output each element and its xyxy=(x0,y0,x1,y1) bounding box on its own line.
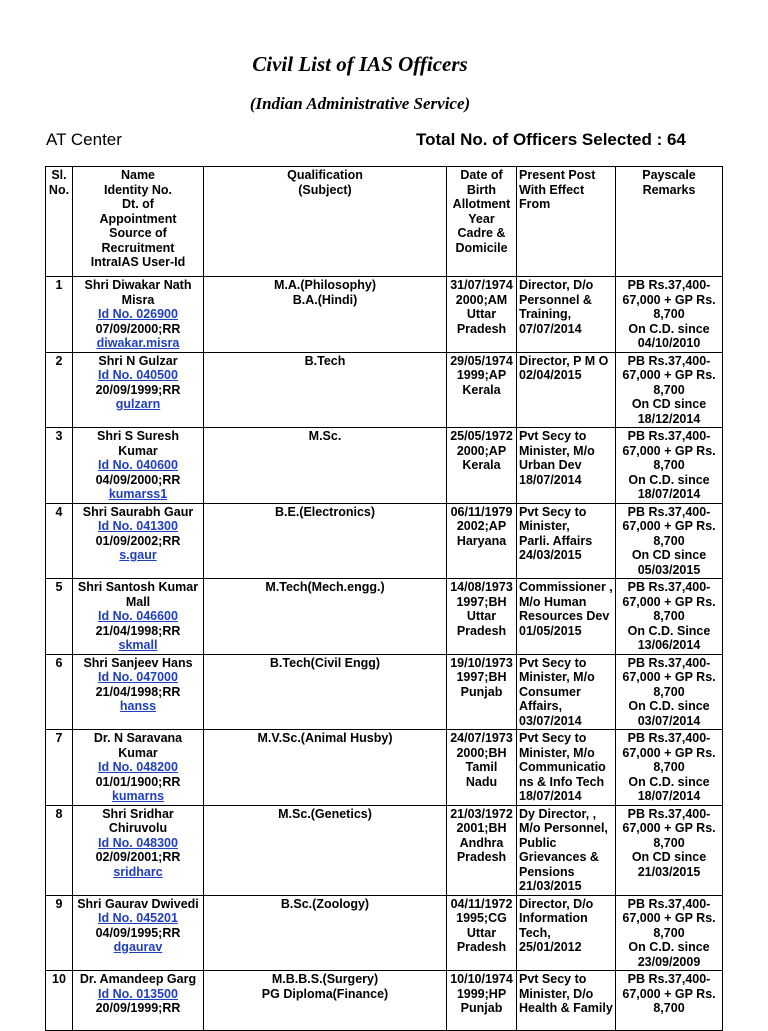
dob-cadre-line: 24/07/1973 xyxy=(450,731,513,745)
present-post-line: Personnel & xyxy=(519,292,592,307)
payscale-line: 8,700 xyxy=(653,382,685,397)
header-dob xyxy=(447,167,517,277)
serial-number: 8 xyxy=(46,805,73,895)
qualification-cell xyxy=(204,503,447,579)
dob-cadre-line: 19/10/1973 xyxy=(450,655,513,670)
officer-name: Shri S Suresh xyxy=(97,429,179,443)
present-post-line: Commissioner , xyxy=(519,580,613,594)
identity-number-link[interactable]: Id No. 026900 xyxy=(98,307,178,321)
present-post-line: Public xyxy=(519,835,557,850)
header-line: (Subject) xyxy=(298,182,352,197)
officer-name-cell xyxy=(73,971,204,1031)
dob-cadre-line: 2000;AM xyxy=(455,292,508,307)
dob-cadre-line: 10/10/1974 xyxy=(450,972,513,986)
dob-cadre-cell xyxy=(447,352,517,428)
present-post-cell xyxy=(517,730,616,806)
present-post-cell xyxy=(517,971,616,1031)
header-line: Remarks xyxy=(642,182,696,197)
header-line: Dt. of xyxy=(122,197,154,211)
payscale-line: 8,700 xyxy=(653,760,685,774)
present-post-line: Minister, M/o xyxy=(519,670,595,684)
identity-number-link[interactable]: Id No. 041300 xyxy=(98,519,178,533)
present-post-line: Minister, D/o xyxy=(519,986,594,1001)
header-line: From xyxy=(519,197,551,211)
dob-cadre-line: Uttar xyxy=(466,307,497,321)
qualification: B.E.(Electronics) xyxy=(274,504,376,519)
dob-cadre-line: 29/05/1974 xyxy=(450,353,513,368)
table-row xyxy=(46,654,723,730)
present-post-line: Urban Dev xyxy=(519,458,582,472)
present-post-line: Pvt Secy to xyxy=(519,504,587,519)
serial-number: 4 xyxy=(46,503,73,579)
dob-cadre-line: Pradesh xyxy=(456,940,507,954)
qualification-cell xyxy=(204,971,447,1031)
officer-name: Shri Santosh Kumar xyxy=(77,580,199,594)
header-qualification xyxy=(204,167,447,277)
user-id-link[interactable]: kumarns xyxy=(111,789,165,803)
payscale-line: 8,700 xyxy=(653,307,685,321)
dob-cadre-line: Punjab xyxy=(460,1001,503,1015)
payscale-line: 21/03/2015 xyxy=(637,864,701,879)
header-line: Payscale xyxy=(642,168,696,182)
qualification-cell xyxy=(204,805,447,895)
officer-name: Misra xyxy=(121,292,155,307)
appointment-date: 04/09/2000;RR xyxy=(95,472,181,487)
payscale-line: 67,000 + GP Rs. xyxy=(622,670,716,684)
header-sl xyxy=(46,167,73,277)
payscale-cell xyxy=(616,805,723,895)
payscale-line: 8,700 xyxy=(653,458,685,472)
qualification: M.Tech(Mech.engg.) xyxy=(265,580,385,594)
appointment-date: 21/04/1998;RR xyxy=(95,684,181,699)
payscale-line: PB Rs.37,400- xyxy=(627,806,711,821)
dob-cadre-line: Pradesh xyxy=(456,850,507,864)
officer-name: Shri Sanjeev Hans xyxy=(83,655,193,670)
payscale-line: 67,000 + GP Rs. xyxy=(622,986,716,1001)
payscale-line: 05/03/2015 xyxy=(637,562,701,577)
officers-table xyxy=(45,166,723,1031)
payscale-line: On CD since xyxy=(631,548,707,562)
table-row xyxy=(46,971,723,1031)
dob-cadre-line: 2002;AP xyxy=(456,519,507,533)
payscale-line: 67,000 + GP Rs. xyxy=(622,368,716,382)
appointment-date: 04/09/1995;RR xyxy=(95,925,181,940)
dob-cadre-line: 2000;AP xyxy=(456,443,507,458)
dob-cadre-line: Uttar xyxy=(466,609,497,623)
payscale-line: 18/07/2014 xyxy=(637,789,701,803)
payscale-cell xyxy=(616,352,723,428)
table-row xyxy=(46,428,723,504)
header-line: With Effect xyxy=(519,182,585,197)
present-post-line: Grievances & xyxy=(519,850,599,864)
serial-number: 2 xyxy=(46,352,73,428)
qualification-cell xyxy=(204,895,447,971)
page-title: Civil List of IAS Officers xyxy=(252,52,468,76)
present-post-line: 01/05/2015 xyxy=(519,623,582,638)
present-post-line: M/o Personnel, xyxy=(519,821,608,835)
officer-name: Dr. Amandeep Garg xyxy=(79,972,197,986)
qualification: B.A.(Hindi) xyxy=(292,292,358,307)
header-line: Sl. xyxy=(51,168,67,182)
present-post-cell xyxy=(517,805,616,895)
payscale-line: On C.D. since xyxy=(628,774,710,789)
payscale-line: 8,700 xyxy=(653,533,685,548)
present-post-cell xyxy=(517,352,616,428)
present-post-line: Consumer xyxy=(519,684,581,699)
header-line: Source of xyxy=(109,226,167,240)
qualification-cell xyxy=(204,654,447,730)
header-line: Appointment xyxy=(99,211,177,226)
identity-number-link[interactable]: Id No. 045201 xyxy=(98,911,178,925)
table-header-row xyxy=(46,167,723,277)
header-line: Date of xyxy=(460,168,503,182)
qualification-cell xyxy=(204,730,447,806)
present-post-cell xyxy=(517,654,616,730)
payscale-line: 8,700 xyxy=(653,1001,685,1015)
identity-number-link[interactable]: Id No. 013500 xyxy=(98,986,178,1001)
dob-cadre-line: Pradesh xyxy=(456,623,507,638)
present-post-cell xyxy=(517,895,616,971)
user-id-link[interactable]: s.gaur xyxy=(119,548,157,562)
payscale-line: 67,000 + GP Rs. xyxy=(622,911,716,925)
present-post-line: Resources Dev xyxy=(519,609,610,623)
qualification: M.Sc. xyxy=(308,429,342,443)
payscale-line: PB Rs.37,400- xyxy=(627,896,711,911)
present-post-line: 24/03/2015 xyxy=(519,548,582,562)
payscale-cell xyxy=(616,503,723,579)
user-id-link[interactable]: diwakar.misra xyxy=(96,336,180,350)
present-post-cell xyxy=(517,503,616,579)
dob-cadre-line: 31/07/1974 xyxy=(450,278,513,292)
payscale-cell xyxy=(616,428,723,504)
payscale-line: 67,000 + GP Rs. xyxy=(622,745,716,760)
dob-cadre-line: Pradesh xyxy=(456,321,507,336)
dob-cadre-line: 06/11/1979 xyxy=(450,504,513,519)
qualification: PG Diploma(Finance) xyxy=(261,986,389,1001)
payscale-cell xyxy=(616,277,723,353)
dob-cadre-cell xyxy=(447,730,517,806)
present-post-line: Information xyxy=(519,911,588,925)
page-subtitle: (Indian Administrative Service) xyxy=(249,94,471,113)
dob-cadre-line: 21/03/1972 xyxy=(450,806,513,821)
qualification-cell xyxy=(204,277,447,353)
qualification: B.Tech(Civil Engg) xyxy=(269,655,381,670)
center-label: AT Center xyxy=(46,130,122,149)
present-post-line: 25/01/2012 xyxy=(519,940,582,954)
appointment-date: 20/09/1999;RR xyxy=(95,382,181,397)
payscale-line: PB Rs.37,400- xyxy=(627,353,711,368)
present-post-cell xyxy=(517,579,616,655)
appointment-date: 01/09/2002;RR xyxy=(95,533,181,548)
header-line: Allotment xyxy=(452,197,511,211)
officers-table-body xyxy=(46,277,723,1031)
payscale-line: PB Rs.37,400- xyxy=(627,580,711,594)
header-present-post xyxy=(517,167,616,277)
payscale-cell xyxy=(616,579,723,655)
dob-cadre-line: Kerala xyxy=(462,458,501,472)
present-post-cell xyxy=(517,428,616,504)
serial-number: 9 xyxy=(46,895,73,971)
officer-name: Chiruvolu xyxy=(108,821,168,835)
payscale-line: On CD since xyxy=(631,850,707,864)
dob-cadre-line: 04/11/1972 xyxy=(450,896,513,911)
table-row xyxy=(46,895,723,971)
payscale-line: 67,000 + GP Rs. xyxy=(622,594,716,609)
officer-name-cell xyxy=(73,277,204,353)
dob-cadre-cell xyxy=(447,277,517,353)
present-post-line: Pvt Secy to xyxy=(519,429,587,443)
header-line: Birth xyxy=(466,182,497,197)
dob-cadre-line: 1999;HP xyxy=(456,986,507,1001)
dob-cadre-line: 1997;BH xyxy=(456,670,507,684)
dob-cadre-line: Tamil Nadu xyxy=(465,760,498,789)
dob-cadre-cell xyxy=(447,895,517,971)
present-post-line: Tech, xyxy=(519,925,551,940)
payscale-line: On C.D. since xyxy=(628,699,710,713)
serial-number: 3 xyxy=(46,428,73,504)
payscale-line: 8,700 xyxy=(653,684,685,699)
officer-name-cell xyxy=(73,654,204,730)
payscale-cell xyxy=(616,895,723,971)
header-line: Identity No. xyxy=(103,182,173,197)
qualification: B.Tech xyxy=(304,353,346,368)
payscale-line: On C.D. since xyxy=(628,940,710,954)
officer-name: Shri Saurabh Gaur xyxy=(82,504,194,519)
qualification: M.V.Sc.(Animal Husby) xyxy=(257,731,393,745)
payscale-line: 67,000 + GP Rs. xyxy=(622,443,716,458)
present-post-cell xyxy=(517,277,616,353)
identity-number-link[interactable]: Id No. 048200 xyxy=(98,760,178,774)
qualification-cell xyxy=(204,428,447,504)
header-line: Qualification xyxy=(287,168,363,182)
dob-cadre-line: 1997;BH xyxy=(456,594,507,609)
present-post-line: Pvt Secy to xyxy=(519,972,587,986)
officer-name: Mall xyxy=(125,594,151,609)
user-id-link[interactable]: dgaurav xyxy=(113,940,163,954)
present-post-line: Minister, M/o xyxy=(519,443,595,458)
payscale-line: PB Rs.37,400- xyxy=(627,429,711,443)
officer-name: Kumar xyxy=(118,443,158,458)
present-post-line: 18/07/2014 xyxy=(519,789,582,803)
dob-cadre-line: 14/08/1973 xyxy=(450,580,513,594)
payscale-cell xyxy=(616,654,723,730)
officer-name: Shri Diwakar Nath xyxy=(84,278,192,292)
qualification: M.Sc.(Genetics) xyxy=(278,806,372,821)
dob-cadre-line: 25/05/1972 xyxy=(450,429,513,443)
table-row xyxy=(46,579,723,655)
header-line: No. xyxy=(48,182,70,197)
present-post-line: 03/07/2014 xyxy=(519,713,582,728)
identity-number-link[interactable]: Id No. 040600 xyxy=(98,458,178,472)
present-post-line: ns & Info Tech xyxy=(519,774,605,789)
payscale-line: 18/12/2014 xyxy=(637,411,701,426)
dob-cadre-line: 2000;BH xyxy=(456,745,507,760)
payscale-line: On CD since xyxy=(631,397,707,411)
payscale-line: 8,700 xyxy=(653,609,685,623)
officer-name-cell xyxy=(73,352,204,428)
present-post-line: 18/07/2014 xyxy=(519,472,582,487)
dob-cadre-line: 1995;CG xyxy=(456,911,507,925)
payscale-line: 13/06/2014 xyxy=(637,638,701,652)
header-line: Recruitment xyxy=(101,240,175,255)
header-line: Year xyxy=(468,211,495,226)
user-id-link[interactable]: gulzarn xyxy=(115,397,161,411)
payscale-cell xyxy=(616,971,723,1031)
payscale-line: PB Rs.37,400- xyxy=(627,278,711,292)
payscale-line: 67,000 + GP Rs. xyxy=(622,519,716,533)
present-post-line: Director, D/o xyxy=(519,278,594,292)
user-id-link[interactable]: hanss xyxy=(119,699,157,713)
officer-name-cell xyxy=(73,895,204,971)
header-name xyxy=(73,167,204,277)
header-payscale xyxy=(616,167,723,277)
officer-name-cell xyxy=(73,730,204,806)
table-row xyxy=(46,277,723,353)
payscale-line: 8,700 xyxy=(653,835,685,850)
payscale-line: On C.D. since xyxy=(628,472,710,487)
serial-number: 5 xyxy=(46,579,73,655)
header-line: Name xyxy=(120,168,156,182)
present-post-line: Director, P M O xyxy=(519,353,609,368)
header-line: Domicile xyxy=(455,240,508,255)
payscale-line: 67,000 + GP Rs. xyxy=(622,292,716,307)
present-post-line: Pensions xyxy=(519,864,575,879)
total-officers-label: Total No. of Officers Selected : 64 xyxy=(416,130,686,149)
header-line: Present Post xyxy=(519,168,596,182)
appointment-date: 07/09/2000;RR xyxy=(95,321,181,336)
appointment-date: 01/01/1900;RR xyxy=(95,774,181,789)
user-id-link[interactable]: sridharc xyxy=(113,864,163,879)
payscale-line: 23/09/2009 xyxy=(637,954,701,969)
appointment-date: 20/09/1999;RR xyxy=(95,1001,181,1015)
serial-number: 7 xyxy=(46,730,73,806)
dob-cadre-line: 2001;BH xyxy=(456,821,507,835)
payscale-line: 18/07/2014 xyxy=(637,487,701,501)
header-line: IntraIAS User-Id xyxy=(90,255,186,269)
user-id-link[interactable]: kumarss1 xyxy=(108,487,168,501)
present-post-line: Pvt Secy to xyxy=(519,731,587,745)
payscale-line: PB Rs.37,400- xyxy=(627,504,711,519)
serial-number: 1 xyxy=(46,277,73,353)
payscale-line: 03/07/2014 xyxy=(637,713,701,728)
officer-name: Dr. N Saravana xyxy=(93,731,183,745)
table-row xyxy=(46,805,723,895)
dob-cadre-cell xyxy=(447,971,517,1031)
payscale-line: On C.D. since xyxy=(628,321,710,336)
identity-number-link[interactable]: Id No. 047000 xyxy=(98,670,178,684)
payscale-line: 67,000 + GP Rs. xyxy=(622,821,716,835)
payscale-line: 04/10/2010 xyxy=(637,336,701,350)
present-post-line: Health & Family xyxy=(519,1001,613,1015)
dob-cadre-cell xyxy=(447,654,517,730)
present-post-line: Training, xyxy=(519,307,572,321)
dob-cadre-cell xyxy=(447,503,517,579)
officer-name-cell xyxy=(73,805,204,895)
dob-cadre-line: 1999;AP xyxy=(456,368,507,382)
dob-cadre-line: Kerala xyxy=(462,382,501,397)
present-post-line: Director, D/o xyxy=(519,896,594,911)
user-id-link[interactable]: skmall xyxy=(118,638,158,652)
appointment-date: 21/04/1998;RR xyxy=(95,623,181,638)
identity-number-link[interactable]: Id No. 046600 xyxy=(98,609,178,623)
dob-cadre-line: Haryana xyxy=(456,533,507,548)
officer-name-cell xyxy=(73,579,204,655)
officer-name-cell xyxy=(73,428,204,504)
payscale-line: 8,700 xyxy=(653,925,685,940)
officer-name-cell xyxy=(73,503,204,579)
serial-number: 10 xyxy=(46,971,73,1031)
present-post-line: Minister, M/o xyxy=(519,745,595,760)
dob-cadre-cell xyxy=(447,428,517,504)
payscale-line: PB Rs.37,400- xyxy=(627,655,711,670)
qualification: M.A.(Philosophy) xyxy=(273,278,377,292)
present-post-line: Pvt Secy to xyxy=(519,655,587,670)
qualification-cell xyxy=(204,579,447,655)
serial-number: 6 xyxy=(46,654,73,730)
qualification: B.Sc.(Zoology) xyxy=(280,896,370,911)
dob-cadre-line: Uttar xyxy=(466,925,497,940)
present-post-line: Minister, xyxy=(519,519,570,533)
dob-cadre-line: Andhra xyxy=(459,835,504,850)
payscale-cell xyxy=(616,730,723,806)
table-row xyxy=(46,503,723,579)
officer-name: Shri N Gulzar xyxy=(98,353,178,368)
appointment-date: 02/09/2001;RR xyxy=(95,850,181,864)
header-line: Cadre & xyxy=(457,226,506,240)
identity-number-link[interactable]: Id No. 040500 xyxy=(98,368,178,382)
dob-cadre-line: Punjab xyxy=(460,684,503,699)
qualification: M.B.B.S.(Surgery) xyxy=(271,972,379,986)
present-post-line: 02/04/2015 xyxy=(519,368,582,382)
dob-cadre-cell xyxy=(447,579,517,655)
present-post-line: Dy Director, , xyxy=(519,806,597,821)
present-post-line: Parli. Affairs xyxy=(519,533,593,548)
payscale-line: On C.D. Since xyxy=(627,623,711,638)
officer-name: Kumar xyxy=(118,745,158,760)
identity-number-link[interactable]: Id No. 048300 xyxy=(98,835,178,850)
table-row xyxy=(46,352,723,428)
qualification-cell xyxy=(204,352,447,428)
officer-name: Shri Gaurav Dwivedi xyxy=(77,896,199,911)
present-post-line: 21/03/2015 xyxy=(519,879,582,893)
table-row xyxy=(46,730,723,806)
payscale-line: PB Rs.37,400- xyxy=(627,731,711,745)
present-post-line: Communicatio xyxy=(519,760,606,774)
dob-cadre-cell xyxy=(447,805,517,895)
officer-name: Shri Sridhar xyxy=(102,806,174,821)
present-post-line: M/o Human xyxy=(519,594,587,609)
present-post-line: 07/07/2014 xyxy=(519,321,582,336)
present-post-line: Affairs, xyxy=(519,699,563,713)
payscale-line: PB Rs.37,400- xyxy=(627,972,711,986)
